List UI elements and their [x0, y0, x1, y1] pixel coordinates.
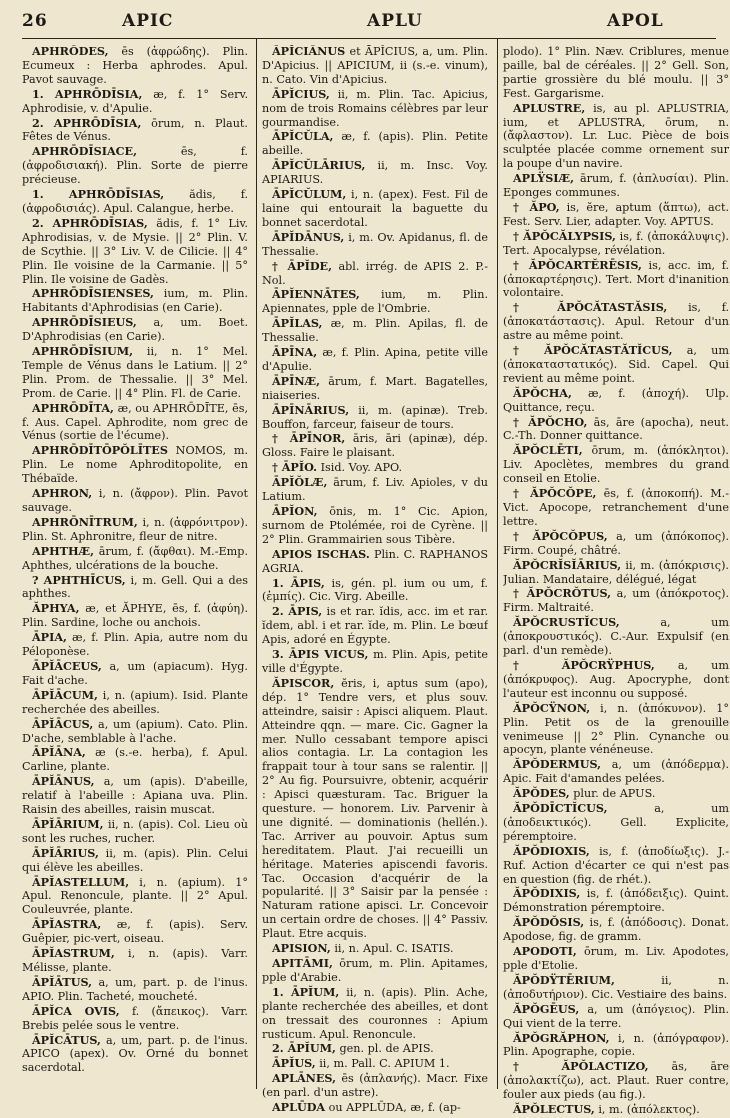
dictionary-entry	[22, 876, 248, 918]
dictionary-entry	[503, 1032, 729, 1060]
dictionary-entry	[22, 45, 248, 87]
dictionary-entry	[22, 1034, 248, 1076]
entry-headword: † ĂPŎLACTIZO,	[513, 1059, 649, 1074]
entry-definition: ii, m. (ἀπόκρισις). Julian. Mandataire, délégué, légat	[503, 558, 729, 586]
entry-headword: † ĂPŎCHO,	[513, 414, 588, 429]
entry-definition: a, um, part. p. de l'inus. APIO. Plin. Tacheté, moucheté.	[22, 975, 248, 1003]
dictionary-entry	[503, 916, 729, 944]
entry-definition: a, um (ἀποκρουστικός). C.-Aur. Expulsif (en parl. d'un remède).	[503, 616, 729, 658]
entry-definition: ium, m. Plin. Apiennates, pple de l'Ombrie.	[262, 288, 488, 316]
entry-headword: ĀPĬĀCUS,	[32, 716, 94, 731]
entry-headword: ĀPĬCŬLĀRIUS,	[272, 158, 366, 173]
entry-headword: ĀPĪNA,	[272, 345, 318, 360]
entry-headword: † ĂPŎCŎPUS,	[513, 528, 608, 543]
entry-definition: ădis, f. 1° Liv. Aphrodisias, v. de Mysie. || 2° Plin. V. de Scythie. || 3° Liv. V. de Cilicie. || 4° Plin. Ile voisine de la Carmanie. || 5° Plin. Ile voisine de Gadès.	[22, 216, 248, 286]
dictionary-entry	[22, 217, 248, 287]
dictionary-entry	[262, 231, 488, 259]
dictionary-entry	[503, 559, 729, 587]
entry-definition: gen. pl. de APIS.	[339, 1042, 434, 1056]
entry-headword: ĂPŎDĪCTĬCUS,	[513, 801, 608, 816]
dictionary-entry	[503, 416, 729, 444]
entry-headword: APLĀNES,	[272, 1071, 336, 1086]
dictionary-entry	[22, 574, 248, 602]
entry-definition: ēs, f. (ἀφροδισιακή). Plin. Sorte de pierre précieuse.	[22, 145, 248, 187]
entry-definition: ēs, f. (ἀποκοπή). M.-Vict. Apocope, retranchement d'une lettre.	[503, 487, 729, 528]
entry-headword: APHRŌNĪTRUM,	[32, 514, 138, 529]
entry-headword: APHTHÆ,	[32, 543, 95, 558]
entry-headword: † ĂPŎCĂTASTĂSIS,	[513, 300, 668, 315]
entry-definition: abl. irrég. de APIS 2. P.-Nol.	[262, 259, 488, 287]
entry-definition: is, gén. pl. ium ou um, f. (ἐμπίς). Cic. Virg. Abeille.	[262, 576, 488, 604]
dictionary-entry	[22, 746, 248, 774]
dictionary-entry	[262, 188, 488, 230]
entry-headword: † ĀPĬDE,	[272, 258, 332, 273]
entry-headword: ĀPĬENNĀTES,	[272, 287, 360, 302]
entry-definition: æ, et ĂPHYE, ēs, f. (ἀφύη). Plin. Sardine, loche ou anchois.	[22, 602, 248, 630]
entry-definition: i, m. (ἀπόλεκτος).	[598, 1103, 700, 1117]
entry-definition: is, f. (ἀπόδειξις). Quint. Démonstration péremptoire.	[503, 887, 729, 915]
entry-definition: ārum, f. Liv. Apioles, v du Latium.	[262, 476, 488, 504]
entry-headword: † ĂPŎCRŸPHUS,	[513, 657, 655, 672]
entry-definition: i, m. Ov. Apidanus, fl. de Thessalie.	[262, 230, 488, 258]
entry-definition: plur. de APUS.	[573, 787, 656, 801]
dictionary-entry	[503, 702, 729, 758]
dictionary-entry	[503, 530, 729, 558]
dictionary-entry	[22, 516, 248, 544]
entry-headword: † ĂPŎCĂLYPSIS,	[513, 228, 616, 243]
entry-definition: æ, m. Plin. Apilas, fl. de Thessalie.	[262, 317, 488, 345]
dictionary-entry	[503, 887, 729, 915]
running-header	[22, 6, 716, 39]
entry-headword: ĀPĬĀCEUS,	[32, 658, 102, 673]
entry-definition: ēs (ἀφρώδης). Plin. Ecumeux : Herba aphrodes. Apul. Pavot sauvage.	[22, 45, 248, 86]
entry-headword: ĀPĬDĀNUS,	[272, 229, 345, 244]
dictionary-entry	[22, 775, 248, 817]
entry-headword: ĂPŎDIOXIS,	[513, 843, 590, 858]
dictionary-entry	[262, 346, 488, 374]
entry-headword: APHRŌDES,	[32, 45, 109, 58]
entry-headword: † ĀPĬO.	[272, 460, 318, 475]
entry-headword: 2. APHRŌDĪSIAS,	[32, 215, 148, 230]
dictionary-entry	[262, 648, 488, 676]
entry-headword: † ĂPŎCĂTASTĂTĬCUS,	[513, 343, 673, 358]
dictionary-entry	[503, 259, 729, 301]
dictionary-entry	[503, 945, 729, 973]
entry-definition: i, n. (apium). Isid. Plante recherchée des abeilles.	[22, 688, 248, 716]
entry-headword: ĂPŎDŸTĒRIUM,	[513, 972, 615, 987]
entry-headword: ĀPĬCIUS,	[272, 86, 330, 101]
dictionary-entry	[262, 1057, 488, 1071]
entry-definition: a, um (ἀπόγειος). Plin. Qui vient de la terre.	[503, 1002, 729, 1030]
entry-headword: 2. ĀPĬUM,	[272, 1041, 336, 1056]
entry-definition: ii, m. (apinæ). Treb. Bouffon, farceur, faiseur de tours.	[262, 403, 488, 431]
column-left	[22, 45, 248, 1076]
entry-definition: i, n. (ἀφρόνιτρον). Plin. St. Aphronitre, fleur de nitre.	[22, 515, 248, 543]
entry-definition: ium, m. Plin. Habitants d'Aphrodisias (en Carie).	[22, 287, 248, 315]
entry-definition: i, n. (ἀπόγραφον). Plin. Apographe, copie.	[503, 1031, 729, 1059]
dictionary-entry	[22, 117, 248, 145]
dictionary-entry	[22, 88, 248, 116]
column-rule	[256, 39, 257, 1089]
dictionary-entry	[503, 387, 729, 415]
dictionary-entry	[262, 957, 488, 985]
column-right	[503, 45, 729, 1118]
dictionary-entry	[503, 102, 729, 172]
guide-word-center: APLU	[367, 11, 423, 31]
dictionary-entry	[22, 188, 248, 216]
dictionary-entry	[262, 317, 488, 345]
entry-definition: plodo). 1° Plin. Næv. Criblures, menue paille, bal de céréales. || 2° Gell. Son, partie grossière du blé moulu. || 3° Fest. Gargarisme.	[503, 45, 729, 100]
dictionary-entry	[503, 787, 729, 801]
dictionary-entry	[22, 402, 248, 444]
entry-definition: a, um (ἀπόδερμα). Apic. Fait d'amandes pelées.	[503, 758, 729, 786]
entry-headword: † ĀPĪNOR,	[272, 431, 346, 446]
entry-headword: ĀPIA,	[32, 630, 67, 645]
dictionary-entry	[262, 986, 488, 1042]
entry-headword: ĂPŎCŸNON,	[513, 700, 591, 715]
entry-headword: ĀPĪNĀRIUS,	[272, 402, 350, 417]
dictionary-entry	[262, 288, 488, 316]
entry-headword: ĂPŎGĒUS,	[513, 1001, 580, 1016]
dictionary-entry	[503, 1103, 729, 1117]
entry-definition: is, f. (ἀποδίωξις). J.-Ruf. Action d'écarter ce qui n'est pas en question (fig. de rhét.).	[503, 844, 729, 886]
dictionary-entry	[503, 587, 729, 615]
dictionary-entry	[503, 802, 729, 844]
entry-definition: a, um (apiacum). Hyg. Fait d'ache.	[22, 659, 248, 687]
entry-headword: ĂPŎDIXIS,	[513, 886, 581, 901]
entry-definition: NOMOS, m. Plin. Le nome Aphroditopolite, en Thébaïde.	[22, 444, 248, 486]
entry-definition: æ, f. Plin. Apina, petite ville d'Apulie.	[262, 346, 488, 373]
entry-headword: ĀPĬCŬLA,	[272, 129, 334, 144]
dictionary-entry	[262, 159, 488, 187]
entry-definition: a, um, part. p. de l'inus. APICO (apex). Ov. Orné du bonnet sacerdotal.	[22, 1033, 248, 1075]
entry-definition: ās, āre (ἀπολακτίζω), act. Plaut. Ruer contre, fouler aux pieds (au fig.).	[503, 1060, 729, 1102]
dictionary-entry	[22, 602, 248, 630]
dictionary-entry	[503, 45, 729, 101]
entry-definition: i, n. (apis). Varr. Mélisse, plante.	[22, 947, 248, 974]
dictionary-entry	[262, 432, 488, 460]
entry-headword: APHRŌDĪSIUM,	[32, 344, 133, 359]
entry-definition: ēs (ἀπλανής). Macr. Fixe (en parl. d'un astre).	[262, 1072, 488, 1100]
dictionary-entry	[262, 505, 488, 547]
entry-headword: ĂPŎDERMUS,	[513, 757, 602, 772]
dictionary-entry	[22, 847, 248, 875]
dictionary-entry	[503, 1060, 729, 1102]
entry-headword: ĂPŎDŎSIS,	[513, 915, 585, 930]
columns	[22, 39, 729, 1117]
entry-headword: ĂPŎCHA,	[513, 385, 572, 400]
entry-headword: APIOS ISCHAS.	[272, 546, 370, 561]
entry-headword: ? APHTHĪCUS,	[32, 572, 126, 587]
entry-definition: æ, ou APHRŌDĪTE, ēs, f. Aus. Capel. Aphrodite, nom grec de Vénus (sortie de l'écume).	[22, 401, 248, 443]
dictionary-entry	[262, 260, 488, 288]
entry-headword: ĀPĬUS,	[272, 1056, 316, 1071]
dictionary-entry	[503, 301, 729, 343]
entry-headword: ĀPĬCIĀNUS	[272, 45, 346, 58]
entry-headword: APLŪDA	[272, 1100, 326, 1115]
entry-headword: † ĂPO,	[513, 199, 560, 214]
entry-definition: ii, n. 1° Mel. Temple de Vénus dans le Latium. || 2° Plin. Prom. de Thessalie. || 3° Mel. Prom. de Carie. || 4° Plin. Fl. de Carie.	[22, 345, 248, 400]
entry-definition: ārum, f. (ἄφθαι). M.-Emp. Aphthes, ulcérations de la bouche.	[22, 544, 248, 572]
entry-headword: 1. APHRŌDĪSIAS,	[32, 187, 165, 202]
dictionary-entry	[262, 1101, 488, 1115]
entry-headword: ĂPŎLECTUS,	[513, 1102, 595, 1117]
entry-definition: a, um (ἀποκαταστατικός). Sid. Capel. Qui revient au même point.	[503, 344, 729, 385]
entry-definition: is et rar. ĭdis, acc. im et rar. ĭdem, abl. i et rar. ĭde, m. Plin. Le bœuf Apis, adoré en Égypte.	[262, 605, 488, 647]
entry-headword: APHRŌDĪSIENSES,	[32, 286, 154, 301]
dictionary-entry	[262, 476, 488, 504]
entry-headword: ĂPISCOR,	[272, 675, 335, 690]
entry-definition: æ, f. (ἀποχή). Ulp. Quittance, reçu.	[503, 386, 729, 414]
entry-definition: ōrum, n. Plaut. Fêtes de Vénus.	[22, 116, 248, 144]
entry-headword: 1. ĀPĬUM,	[272, 984, 340, 999]
entry-headword: ĂPŎCLĒTI,	[513, 443, 583, 458]
entry-headword: † ĂPŎCRŎTUS,	[513, 586, 612, 601]
dictionary-entry	[22, 545, 248, 573]
entry-definition: a, um (ἀπόκρυφος). Aug. Apocryphe, dont l'auteur est inconnu ou supposé.	[503, 658, 729, 700]
dictionary-entry	[262, 548, 488, 576]
dictionary-entry	[22, 487, 248, 515]
entry-definition: i, n. (ἀπόκυνον). 1° Plin. Petit os de la grenouille venimeuse || 2° Plin. Cynanche ou apocyn, plante vénéneuse.	[503, 701, 729, 757]
entry-headword: 1. ĀPIS,	[272, 575, 325, 590]
entry-definition: ōrum, m. Plin. Apitames, pple d'Arabie.	[262, 957, 488, 984]
dictionary-entry	[262, 677, 488, 941]
entry-definition: is, f. (ἀποκάλυψις). Tert. Apocalypse, révélation.	[503, 229, 729, 257]
entry-definition: āris, āri (apinæ), dép. Gloss. Faire le plaisant.	[262, 432, 488, 460]
entry-headword: ĀPĬĀNA,	[32, 745, 86, 760]
column-rule	[497, 39, 498, 1089]
entry-definition: Plin. C. RAPHANOS AGRIA.	[262, 547, 488, 575]
entry-headword: APLŸSIÆ,	[513, 171, 575, 186]
entry-definition: ārum, f. Mart. Bagatelles, niaiseries.	[262, 374, 488, 402]
entry-definition: et ĀPĬCIUS, a, um. Plin. D'Apicius. || APICIUM, ii (s.-e. vinum), n. Cato. Vin d'Apicius.	[262, 45, 488, 86]
entry-definition: m. Plin. Apis, petite ville d'Égypte.	[262, 648, 488, 675]
entry-headword: † ĂPŎCARTĔRĒSIS,	[513, 257, 642, 272]
dictionary-entry	[22, 145, 248, 187]
entry-headword: APHRON,	[32, 486, 93, 501]
entry-headword: ĀPĪNÆ,	[272, 373, 321, 388]
entry-headword: ĀPĬĀNUS,	[32, 774, 95, 789]
entry-headword: ĀPĬCŬLUM,	[272, 187, 347, 202]
entry-definition: a, um. Boet. D'Aphrodisias (en Carie).	[22, 316, 248, 344]
entry-headword: ĀPĬŎLÆ,	[272, 475, 328, 490]
entry-definition: i, n. (apex). Fest. Fil de laine qui entourait la baguette du bonnet sacerdotal.	[262, 188, 488, 229]
entry-headword: APHRŌDĪSIEUS,	[32, 315, 137, 330]
entry-definition: ōnis, m. 1° Cic. Apion, surnom de Ptolémée, roi de Cyrène. || 2° Plin. Grammairien sous Tibère.	[262, 505, 488, 546]
entry-definition: ii, n. (ἀποδυτήριον). Cic. Vestiaire des bains.	[503, 973, 729, 1001]
entry-headword: ĀPĬASTELLUM,	[32, 874, 130, 889]
dictionary-entry	[503, 230, 729, 258]
entry-definition: ii, m. Plin. Tac. Apicius, nom de trois Romains célèbres par leur gourmandise.	[262, 87, 488, 129]
entry-definition: f. (ἄπεικος). Varr. Brebis pelée sous le ventre.	[22, 1004, 248, 1032]
entry-headword: ĂPŎDES,	[513, 786, 570, 801]
guide-word-right: APOL	[607, 11, 664, 31]
dictionary-entry	[22, 976, 248, 1004]
dictionary-entry	[22, 947, 248, 975]
entry-definition: a, um (ἀποδεικτικός). Gell. Explicite, péremptoire.	[503, 802, 729, 843]
entry-definition: ii, m. Insc. Voy. APIARIUS.	[262, 159, 488, 187]
dictionary-entry	[262, 461, 488, 475]
dictionary-entry	[262, 130, 488, 158]
entry-headword: APHRŌDĪTŌPŎLĪTES	[32, 443, 168, 458]
entry-headword: ĀPĬĀCUM,	[32, 687, 98, 702]
entry-definition: ii, m. Pall. C. APIUM 1.	[319, 1057, 450, 1071]
dictionary-entry	[503, 1003, 729, 1031]
entry-headword: APITĀMI,	[272, 956, 333, 970]
dictionary-entry	[22, 1005, 248, 1033]
entry-headword: ĀPĬĀTUS,	[32, 974, 93, 989]
entry-definition: a, um (apis). D'abeille, relatif à l'abeille : Apiana uva. Plin. Raisin des abeilles, raisin muscat.	[22, 775, 248, 817]
entry-definition: is, ĕre, aptum (ἅπτω), act. Fest. Serv. Lier, adapter. Voy. APTUS.	[503, 200, 729, 228]
entry-definition: a, um (ἀπόκροτος). Firm. Maltraité.	[503, 587, 729, 615]
entry-definition: æ, f. Plin. Apia, autre nom du Péloponèse.	[22, 631, 248, 659]
entry-headword: 2. ĀPIS,	[272, 604, 323, 619]
dictionary-entry	[22, 631, 248, 659]
dictionary-entry	[22, 818, 248, 846]
dictionary-entry	[503, 758, 729, 786]
column-middle	[262, 45, 488, 1116]
page-number: 26	[22, 11, 48, 31]
dictionary-entry	[503, 845, 729, 887]
entry-definition: æ (s.-e. herba), f. Apul. Carline, plante.	[22, 746, 248, 774]
entry-headword: ĀPĬĀRIUS,	[32, 845, 99, 860]
entry-definition: a, um (apium). Cato. Plin. D'ache, semblable à l'ache.	[22, 717, 248, 745]
entry-definition: æ, f. 1° Serv. Aphrodisie, v. d'Apulie.	[22, 87, 248, 115]
entry-definition: ii, n. Apul. C. ISATIS.	[334, 942, 454, 956]
entry-headword: 2. APHRŌDĪSIA,	[32, 115, 142, 130]
entry-definition: a, um (ἀπόκοπος). Firm. Coupé, châtré.	[503, 529, 729, 557]
dictionary-entry	[22, 316, 248, 344]
entry-headword: † ĂPŎCŎPE,	[513, 486, 597, 501]
dictionary-entry	[22, 718, 248, 746]
dictionary-entry	[503, 487, 729, 529]
entry-headword: 1. APHRŌDĪSIA,	[32, 86, 143, 101]
dictionary-entry	[262, 45, 488, 87]
entry-definition: ōrum, m. (ἀπόκλητοι). Liv. Apoclètes, membres du grand conseil en Etolie.	[503, 444, 729, 486]
entry-definition: ii, n. (apis). Col. Lieu où sont les ruches, rucher.	[22, 817, 248, 845]
dictionary-entry	[503, 444, 729, 486]
entry-definition: is, f. (ἀποκατάστασις). Apul. Retour d'un astre au même point.	[503, 301, 729, 343]
dictionary-entry	[503, 974, 729, 1002]
entry-headword: 3. ĀPIS VICUS,	[272, 647, 369, 662]
entry-headword: APLUSTRE,	[513, 100, 586, 115]
entry-headword: ĂPŎGRĂPHON,	[513, 1030, 610, 1045]
entry-headword: ĀPĬLAS,	[272, 316, 323, 331]
entry-headword: APHRŌDĪSIACE,	[32, 144, 137, 159]
dictionary-entry	[262, 1072, 488, 1100]
entry-headword: ĀPĬCĀTUS,	[32, 1032, 101, 1047]
dictionary-entry	[262, 1042, 488, 1056]
guide-word-left: APIC	[122, 11, 174, 31]
dictionary-entry	[22, 918, 248, 946]
entry-definition: i, n. (ἄφρον). Plin. Pavot sauvage.	[22, 487, 248, 514]
entry-definition: ĕris, i, aptus sum (apo), dép. 1° Tendre vers, et plus souv. atteindre, saisir : Apisci aliquem. Plaut. Atteindre qqn. — mare. Cic. Gagner la mer. Nullo cessabant tempore apisci alios contagia. Lr. La contagion les frappait tour à tour sans se ralentir. || 2° Au fig. Poursuivre, obtenir, acquérir : Apisci quæsturam. Tac. Briguer la questure. — honorem. Liv. Parvenir à une dignité. — dominationis (hellén.). Tac. Arriver au pouvoir. Aptus sum hereditatem. Plaut. J'ai recueilli un héritage. Materies apiscendi favoris. Tac. Occasion d'acquérir de la popularité. || 3° Saisir par la pensée : Naturam ratione apisci. Lr. Concevoir un certain ordre de choses. || 4° Passiv. Plaut. Etre acquis.	[262, 676, 488, 941]
dictionary-entry	[22, 287, 248, 315]
entry-headword: ĂPŎCRUSTĬCUS,	[513, 615, 620, 630]
dictionary-entry	[503, 201, 729, 229]
entry-headword: ĀPĬON,	[272, 504, 318, 518]
dictionary-entry	[22, 660, 248, 688]
dictionary-entry	[22, 444, 248, 486]
entry-definition: is, f. (ἀπόδοσις). Donat. Apodose, fig. de gramm.	[503, 916, 729, 944]
dictionary-entry	[503, 344, 729, 386]
entry-definition: ou APPLŪDA, æ, f. (ap-	[328, 1101, 461, 1115]
dictionary-entry	[262, 404, 488, 432]
entry-headword: ĂPŎCRĬSĬĀRIUS,	[513, 557, 622, 572]
dictionary-entry	[262, 605, 488, 647]
entry-definition: ii, n. (apis). Plin. Ache, plante recherchée des abeilles, et dont on tressait des couronnes : Apium rusticum. Apul. Renoncule.	[262, 985, 488, 1041]
dictionary-entry	[262, 577, 488, 605]
entry-headword: ĀPĬCA OVIS,	[32, 1003, 120, 1018]
entry-definition: Isid. Voy. APO.	[320, 461, 403, 475]
entry-headword: APHRŌDĪTA,	[32, 400, 114, 415]
entry-headword: ĂPHYA,	[32, 601, 80, 616]
entry-definition: i, n. (apium). 1° Apul. Renoncule, plante. || 2° Apul. Couleuvrée, plante.	[22, 875, 248, 917]
entry-headword: APISION,	[272, 941, 331, 956]
entry-headword: APODOTI,	[513, 944, 577, 959]
dictionary-entry	[22, 345, 248, 401]
dictionary-entry	[262, 942, 488, 956]
entry-definition: æ, f. (apis). Plin. Petite abeille.	[262, 130, 488, 158]
entry-definition: ārum, f. (ἀπλυσίαι). Plin. Eponges communes.	[503, 172, 729, 200]
entry-definition: ii, m. (apis). Plin. Celui qui élève les abeilles.	[22, 846, 248, 874]
entry-headword: ĀPĬASTRUM,	[32, 946, 115, 961]
entry-headword: ĀPĬASTRA,	[32, 917, 102, 932]
entry-definition: æ, f. (apis). Serv. Guêpier, pic-vert, oiseau.	[22, 918, 248, 946]
dictionary-entry	[22, 689, 248, 717]
dictionary-entry	[503, 616, 729, 658]
entry-definition: ōrum, m. Liv. Apodotes, pple d'Etolie.	[503, 945, 729, 972]
dictionary-entry	[503, 172, 729, 200]
dictionary-entry	[503, 659, 729, 701]
entry-definition: is, acc. im, f. (ἀποκαρτέρησις). Tert. Mort d'inanition volontaire.	[503, 258, 729, 300]
entry-definition: ădis, f. (ἀφροδισιάς). Apul. Calangue, herbe.	[22, 188, 248, 215]
entry-definition: i, m. Gell. Qui a des aphthes.	[22, 573, 248, 601]
entry-headword: ĀPĬĀRIUM,	[32, 816, 104, 831]
dictionary-entry	[262, 88, 488, 130]
entry-definition: is, au pl. APLUSTRIA, ium, et APLUSTRA, ōrum, n. (ἄφλαστον). Lr. Luc. Pièce de bois sculptée placée comme ornement sur la poupe d'un navire.	[503, 101, 729, 171]
entry-definition: ās, āre (apocha), neut. C.-Th. Donner quittance.	[503, 415, 729, 443]
dictionary-entry	[262, 375, 488, 403]
